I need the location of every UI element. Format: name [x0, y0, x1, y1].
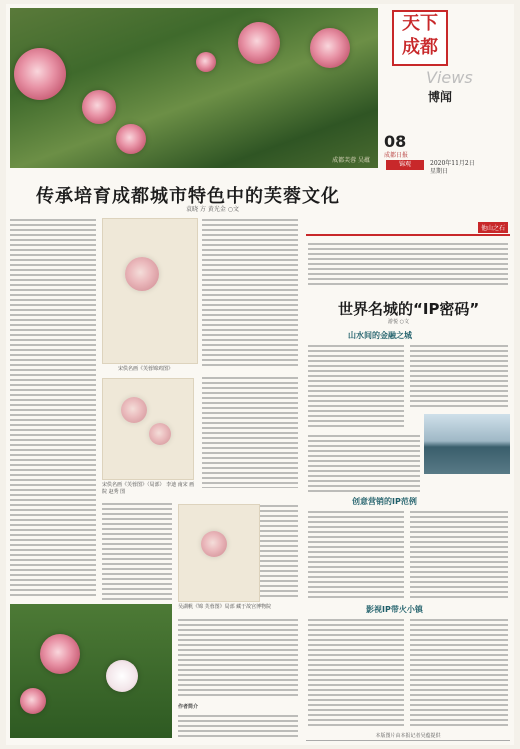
stamp-line-2: 成都	[402, 37, 438, 58]
hibiscus-flower	[310, 28, 350, 68]
sidebar-intro	[308, 242, 508, 286]
painting-1-caption: 宋佚名画《芙蓉锦鸡图》	[118, 366, 174, 372]
sidebar-text-column	[410, 510, 508, 600]
hero-caption: 成都芙蓉 吴蕴	[332, 157, 370, 164]
sidebar-text-column	[308, 618, 404, 726]
sidebar-text-column	[410, 618, 508, 726]
subheading-2: 创意营销的IP范例	[352, 497, 417, 506]
hibiscus-flower	[106, 660, 138, 692]
painted-flower	[125, 257, 159, 291]
painted-flower	[121, 397, 147, 423]
body-text-column	[202, 218, 298, 366]
author-bio-title: 作者简介	[178, 704, 199, 710]
hero-photo	[10, 8, 378, 168]
hibiscus-photo-bottom	[10, 604, 172, 738]
subheading-3: 影视IP带火小镇	[366, 605, 423, 614]
sidebar-footer: 本版图片由本报记者吴蕴提供	[375, 733, 441, 739]
page-number: 08	[384, 132, 407, 151]
masthead	[384, 10, 508, 128]
subheading-1: 山水间的金融之城	[348, 331, 412, 340]
body-text-column	[10, 218, 96, 596]
painting-2-caption: 宋佚名画《芙蓉图》（局部） 李迪 南宋 画院 赵秀 图	[102, 482, 195, 495]
sidebar-divider	[306, 234, 510, 236]
painting-hibiscus	[102, 378, 194, 480]
section-stamp	[392, 10, 448, 66]
stamp-line-1: 天下	[402, 13, 438, 34]
date-line-2: 星期日	[430, 168, 449, 175]
sidebar-text-column	[308, 510, 404, 600]
hibiscus-flower	[238, 22, 280, 64]
article-byline: 袁晓 方 黄光金 ○文	[186, 206, 239, 213]
body-text-column	[202, 376, 298, 488]
paper-name: 成都日报	[384, 152, 409, 159]
section-name: 博闻	[428, 90, 453, 104]
painted-flower	[201, 531, 227, 557]
author-bio-text	[178, 714, 298, 738]
sidebar-tag: 他山之石	[478, 222, 508, 233]
sidebar-author: 游悦 ○文	[388, 319, 409, 325]
painted-flower	[149, 423, 171, 445]
article-headline: 传承培育成都城市特色中的芙蓉文化	[36, 186, 340, 207]
sidebar-headline: 世界名城的“IP密码”	[338, 300, 480, 318]
paper-logo: 锦观	[386, 160, 424, 170]
date-line-1: 2020年11月2日	[430, 160, 475, 167]
painting-hibiscus-bird	[102, 218, 198, 364]
hibiscus-flower	[116, 124, 146, 154]
city-bridge-photo	[424, 414, 510, 474]
sidebar-text-column	[410, 344, 508, 408]
issue-date	[430, 160, 475, 176]
footer-rule	[306, 740, 510, 741]
newspaper-page	[6, 4, 514, 745]
hibiscus-flower	[20, 688, 46, 714]
sidebar-text-column	[308, 344, 404, 428]
views-label: Views	[426, 68, 473, 87]
hibiscus-flower	[40, 634, 80, 674]
hibiscus-flower	[196, 52, 216, 72]
painting-scroll	[178, 504, 260, 602]
sidebar-text-column	[308, 434, 420, 494]
body-text-column	[260, 504, 298, 600]
hibiscus-flower	[14, 48, 66, 100]
body-text-column	[102, 502, 172, 602]
body-text-column	[178, 618, 298, 698]
hibiscus-flower	[82, 90, 116, 124]
painting-3-caption: 吴湖帆《锦 芙蓉图》局部 藏于故宫博物院	[178, 604, 272, 610]
